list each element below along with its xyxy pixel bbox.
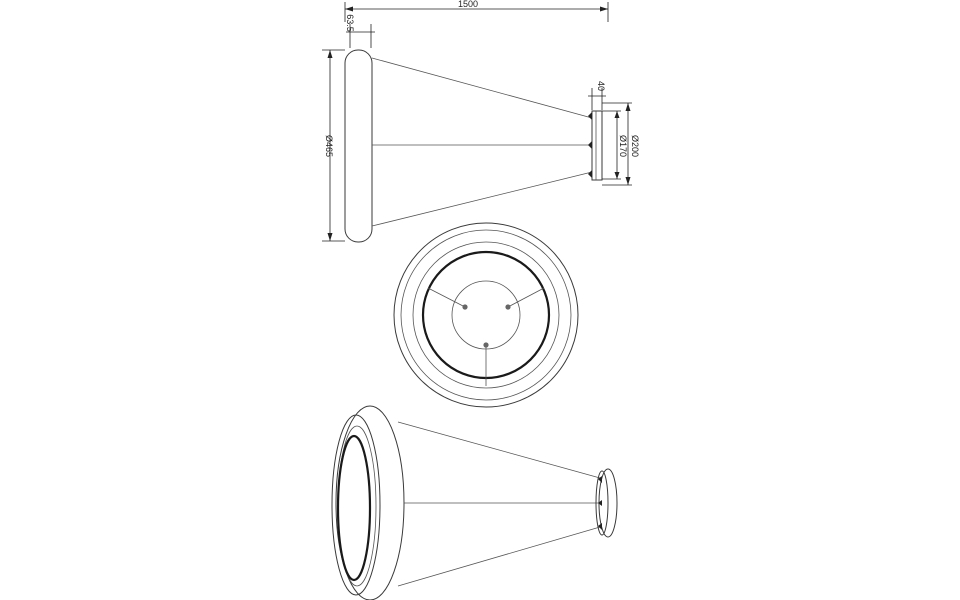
dim-rim-thickness bbox=[345, 14, 375, 48]
perspective-view bbox=[332, 406, 617, 600]
dim-overall-length bbox=[345, 0, 608, 22]
front-mount-point-1 bbox=[462, 304, 467, 309]
side-view bbox=[322, 0, 640, 242]
side-cone-bottom-edge bbox=[372, 172, 592, 226]
front-view bbox=[394, 223, 578, 407]
persp-rim-opening bbox=[338, 436, 370, 580]
front-support-line-1 bbox=[428, 288, 465, 307]
persp-cone-bottom-edge bbox=[398, 527, 600, 586]
side-base-joint-mid bbox=[588, 141, 592, 149]
persp-cone-top-edge bbox=[398, 422, 600, 478]
dim-base-inner-diameter bbox=[602, 111, 628, 179]
front-support-line-2 bbox=[508, 288, 544, 307]
side-rim bbox=[345, 50, 372, 242]
dim-base-outer-diameter-label: Ø200 bbox=[630, 134, 640, 158]
dim-rim-diameter bbox=[322, 50, 345, 241]
front-mount-point-2 bbox=[505, 304, 510, 309]
dim-base-inner-diameter-label: Ø170 bbox=[618, 134, 628, 158]
side-base-joint-top bbox=[588, 112, 592, 120]
side-cone-top-edge bbox=[372, 58, 592, 118]
dim-overall-length-label: 1500 bbox=[457, 0, 479, 9]
dim-rim-thickness-label: 63.5 bbox=[345, 14, 355, 32]
side-base bbox=[592, 111, 602, 180]
side-base-joint-bottom bbox=[588, 170, 592, 178]
front-base-circle bbox=[452, 281, 520, 349]
dim-rim-diameter-label: Ø465 bbox=[324, 134, 334, 158]
persp-rim-front bbox=[332, 415, 380, 595]
dim-base-height-label: 40 bbox=[596, 80, 606, 92]
front-mount-point-3 bbox=[483, 342, 488, 347]
dim-base-height bbox=[588, 81, 606, 110]
